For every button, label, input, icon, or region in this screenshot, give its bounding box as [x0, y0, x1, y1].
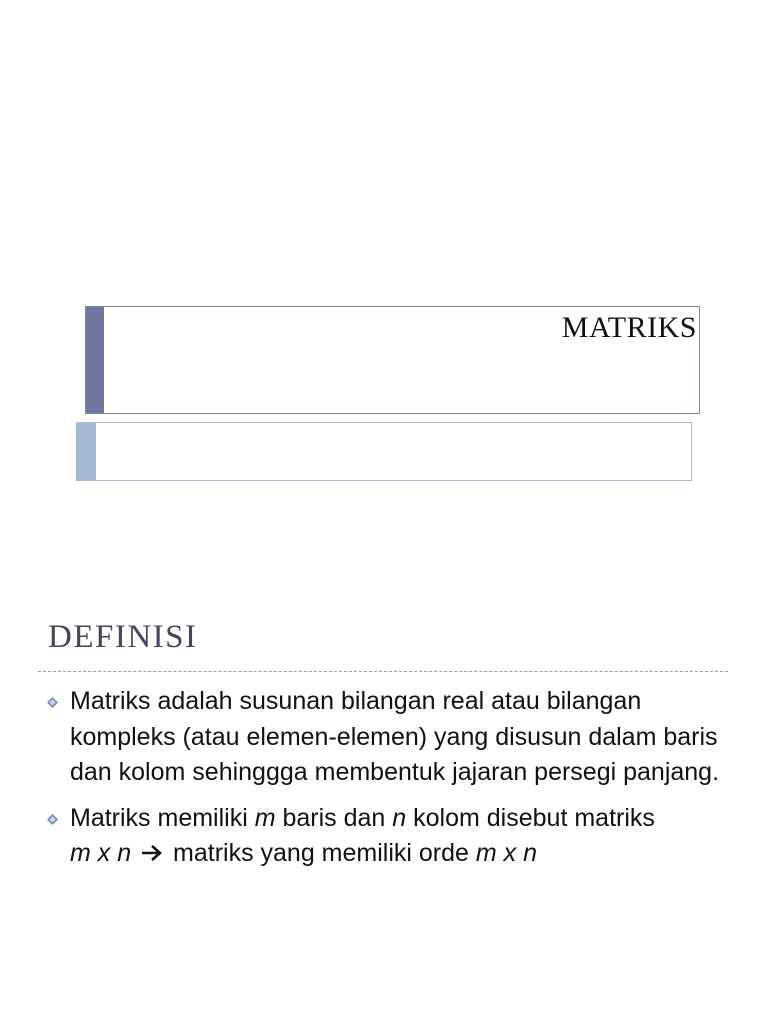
bullet-text-part: matriks yang memiliki orde — [166, 839, 476, 867]
bullet-item-order — [44, 801, 734, 872]
order-m-x-n: m x n — [70, 839, 132, 867]
bullet-text-definition: Matriks adalah susunan bilangan real atau bilangan kompleks (atau elemen-elemen) yang disusun dalam baris dan kolom sehinggga membentuk jajaran persegi panjang. — [70, 687, 720, 786]
bullet-list — [44, 684, 734, 882]
order-m-x-n: m x n — [475, 839, 538, 867]
diamond-bullet-icon — [47, 697, 58, 708]
section-divider — [38, 671, 728, 672]
title-box — [85, 306, 700, 414]
diamond-bullet-icon — [47, 814, 58, 825]
subtitle-accent-bar — [77, 423, 96, 480]
right-arrow-icon — [140, 838, 164, 858]
slide-title: MATRIKS — [561, 311, 697, 344]
subtitle-box — [76, 422, 692, 481]
bullet-text-part: Matriks memiliki — [70, 803, 255, 832]
bullet-text-part: kolom disebut matriks — [406, 803, 655, 832]
section-heading: DEFINISI — [48, 619, 198, 655]
variable-m: m — [254, 803, 276, 832]
variable-n: n — [392, 803, 407, 832]
title-accent-bar — [86, 307, 104, 413]
bullet-item-definition — [44, 684, 734, 791]
bullet-text-part: baris dan — [275, 803, 393, 832]
